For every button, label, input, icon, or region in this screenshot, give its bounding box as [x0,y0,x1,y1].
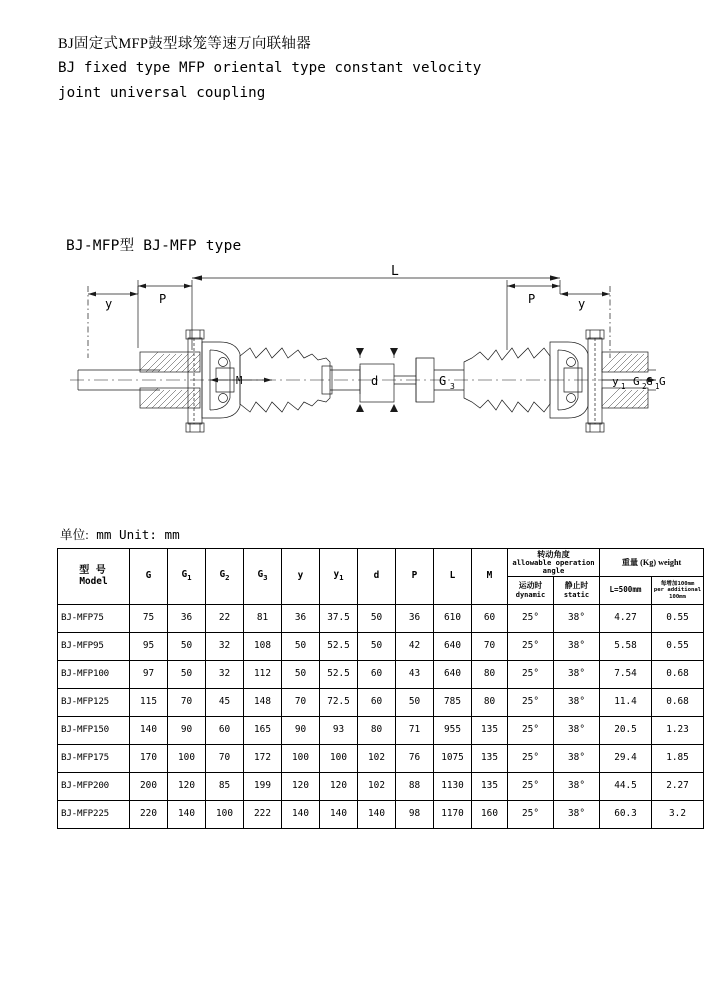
label-y-left: y [105,297,113,311]
cell-g3: 108 [244,633,282,661]
cell-y: 50 [282,633,320,661]
cell-g2: 100 [206,801,244,829]
cell-g2: 85 [206,773,244,801]
cell-y1: 140 [320,801,358,829]
label-L: L [391,264,399,279]
cell-static: 38° [554,773,600,801]
header-angle-static [554,577,600,605]
cell-m: 80 [472,661,508,689]
cell-g3: 165 [244,717,282,745]
cell-d: 50 [358,605,396,633]
header-weight-group [600,549,704,577]
label-M: M [236,375,243,387]
cell-model: BJ-MFP175 [58,745,130,773]
cell-m: 160 [472,801,508,829]
label-p-right: P [528,292,536,306]
header-angle-static-en: static [563,590,590,599]
cell-wextra: 0.55 [652,633,704,661]
header-weight-l500 [600,577,652,605]
cell-w500: 7.54 [600,661,652,689]
cell-dynamic: 25° [508,717,554,745]
cell-g1: 120 [168,773,206,801]
cell-l: 640 [434,633,472,661]
cell-model: BJ-MFP75 [58,605,130,633]
cell-dynamic: 25° [508,801,554,829]
header-angle-group [508,549,600,577]
header-weight-extra [652,577,704,605]
cell-w500: 4.27 [600,605,652,633]
cell-y: 100 [282,745,320,773]
cell-w500: 44.5 [600,773,652,801]
cell-y: 36 [282,605,320,633]
cell-g3: 199 [244,773,282,801]
header-angle-dynamic-cn: 运动时 [518,581,543,590]
cell-g1: 140 [168,801,206,829]
cell-dynamic: 25° [508,605,554,633]
cell-y: 50 [282,661,320,689]
label-G2-sub: 2 [642,382,647,391]
cell-y1: 37.5 [320,605,358,633]
cell-g2: 60 [206,717,244,745]
cell-d: 102 [358,745,396,773]
cell-l: 1075 [434,745,472,773]
cell-y: 120 [282,773,320,801]
label-y1: y [612,375,619,388]
header-g: G [130,549,168,605]
cell-y: 140 [282,801,320,829]
table-row [58,605,704,633]
cell-g1: 50 [168,633,206,661]
table-row [58,801,704,829]
cell-g: 75 [130,605,168,633]
unit-note-cn: 单位: [60,528,89,542]
cell-w500: 20.5 [600,717,652,745]
header-model [58,549,130,605]
cell-p: 43 [396,661,434,689]
cell-d: 50 [358,633,396,661]
cell-m: 80 [472,689,508,717]
table-row [58,717,704,745]
label-p-left: P [159,292,167,306]
cell-w500: 60.3 [600,801,652,829]
cell-model: BJ-MFP125 [58,689,130,717]
title-english-line-1: BJ fixed type MFP oriental type constant velocity [58,60,482,76]
cell-y1: 120 [320,773,358,801]
spec-table-wrapper [57,548,702,829]
cell-y: 70 [282,689,320,717]
cell-y1: 52.5 [320,661,358,689]
cell-wextra: 0.68 [652,661,704,689]
header-weight-extra-cn: 每增加100mm [660,580,695,587]
cell-wextra: 2.27 [652,773,704,801]
header-weight-extra-en: per additional 100mm [653,587,702,600]
header-g2: $G_2$ [206,549,244,605]
header-g1: $G_1$ [168,549,206,605]
cell-dynamic: 25° [508,689,554,717]
cell-wextra: 1.85 [652,745,704,773]
cell-l: 785 [434,689,472,717]
cell-g1: 36 [168,605,206,633]
cell-g3: 112 [244,661,282,689]
title-english-line-2: joint universal coupling [58,85,266,101]
header-angle-dynamic [508,577,554,605]
label-G: G [659,375,666,388]
cell-w500: 11.4 [600,689,652,717]
label-G1-sub: 1 [655,382,660,391]
cell-wextra: 0.68 [652,689,704,717]
cell-y1: 72.5 [320,689,358,717]
cell-static: 38° [554,745,600,773]
cell-w500: 29.4 [600,745,652,773]
spec-table-body [58,605,704,829]
table-row [58,773,704,801]
cell-d: 80 [358,717,396,745]
cell-g: 115 [130,689,168,717]
cell-g3: 172 [244,745,282,773]
cell-y1: 100 [320,745,358,773]
cell-g3: 81 [244,605,282,633]
table-row [58,745,704,773]
cell-dynamic: 25° [508,773,554,801]
header-model-en: Model [79,575,108,587]
cell-g3: 222 [244,801,282,829]
cell-g: 220 [130,801,168,829]
cell-w500: 5.58 [600,633,652,661]
header-weight-l500-label: L=500mm [609,585,642,595]
header-d: d [358,549,396,605]
header-angle-dynamic-en: dynamic [515,590,546,599]
header-weight-group-cn: 重量 (Kg) weight [621,557,682,567]
table-row [58,689,704,717]
cell-d: 60 [358,661,396,689]
cell-g: 140 [130,717,168,745]
cell-g3: 148 [244,689,282,717]
cell-model: BJ-MFP95 [58,633,130,661]
header-angle-group-en: allowable operation angle [512,557,595,576]
cell-static: 38° [554,717,600,745]
cell-model: BJ-MFP100 [58,661,130,689]
header-l: L [434,549,472,605]
label-G2: G [633,375,640,388]
cell-l: 955 [434,717,472,745]
cell-y: 90 [282,717,320,745]
cell-g2: 32 [206,633,244,661]
section-heading: BJ-MFP型 BJ-MFP type [66,238,242,254]
cell-y1: 52.5 [320,633,358,661]
cell-dynamic: 25° [508,745,554,773]
cell-l: 1130 [434,773,472,801]
cell-m: 135 [472,717,508,745]
cell-wextra: 1.23 [652,717,704,745]
label-G3: G [439,374,447,388]
label-d: d [371,374,379,388]
cell-model: BJ-MFP225 [58,801,130,829]
cell-p: 50 [396,689,434,717]
cell-g1: 100 [168,745,206,773]
header-angle-group-cn: 转动角度 [537,549,570,559]
cell-p: 36 [396,605,434,633]
cell-dynamic: 25° [508,661,554,689]
cell-g2: 22 [206,605,244,633]
cell-g2: 70 [206,745,244,773]
unit-note [60,524,180,543]
label-y1-sub: 1 [621,382,626,391]
table-row [58,633,704,661]
cell-p: 71 [396,717,434,745]
cell-m: 135 [472,773,508,801]
cell-wextra: 0.55 [652,605,704,633]
header-y1: $y_1$ [320,549,358,605]
cell-g: 200 [130,773,168,801]
cell-d: 102 [358,773,396,801]
cell-g1: 50 [168,661,206,689]
cell-m: 70 [472,633,508,661]
cell-g1: 90 [168,717,206,745]
cell-l: 1170 [434,801,472,829]
header-g3: $G_3$ [244,549,282,605]
cell-static: 38° [554,605,600,633]
cell-model: BJ-MFP200 [58,773,130,801]
cell-p: 98 [396,801,434,829]
label-G3-sub: 3 [450,382,455,391]
cell-dynamic: 25° [508,633,554,661]
cell-static: 38° [554,689,600,717]
cell-l: 640 [434,661,472,689]
header-model-cn: 型 号 [79,565,108,577]
spec-table [57,548,704,829]
cell-g2: 45 [206,689,244,717]
header-p: P [396,549,434,605]
title-chinese: BJ固定式MFP鼓型球笼等速万向联轴器 [58,36,312,52]
cell-static: 38° [554,633,600,661]
label-y-right: y [578,297,586,311]
technical-drawing [60,258,666,468]
cell-m: 135 [472,745,508,773]
cell-p: 88 [396,773,434,801]
cell-m: 60 [472,605,508,633]
document-title-block [58,32,618,106]
cell-g: 97 [130,661,168,689]
table-header-row-1 [58,549,704,577]
cell-d: 140 [358,801,396,829]
cell-l: 610 [434,605,472,633]
cell-model: BJ-MFP150 [58,717,130,745]
cell-static: 38° [554,661,600,689]
cell-wextra: 3.2 [652,801,704,829]
cell-g1: 70 [168,689,206,717]
table-row [58,661,704,689]
label-G1: G [646,375,653,388]
cell-p: 42 [396,633,434,661]
cell-d: 60 [358,689,396,717]
cell-p: 76 [396,745,434,773]
header-angle-static-cn: 静止时 [564,581,589,590]
cell-g2: 32 [206,661,244,689]
cell-y1: 93 [320,717,358,745]
cell-g: 170 [130,745,168,773]
header-y: y [282,549,320,605]
unit-note-value: mm Unit: mm [96,527,180,542]
header-m: M [472,549,508,605]
cell-g: 95 [130,633,168,661]
cell-static: 38° [554,801,600,829]
